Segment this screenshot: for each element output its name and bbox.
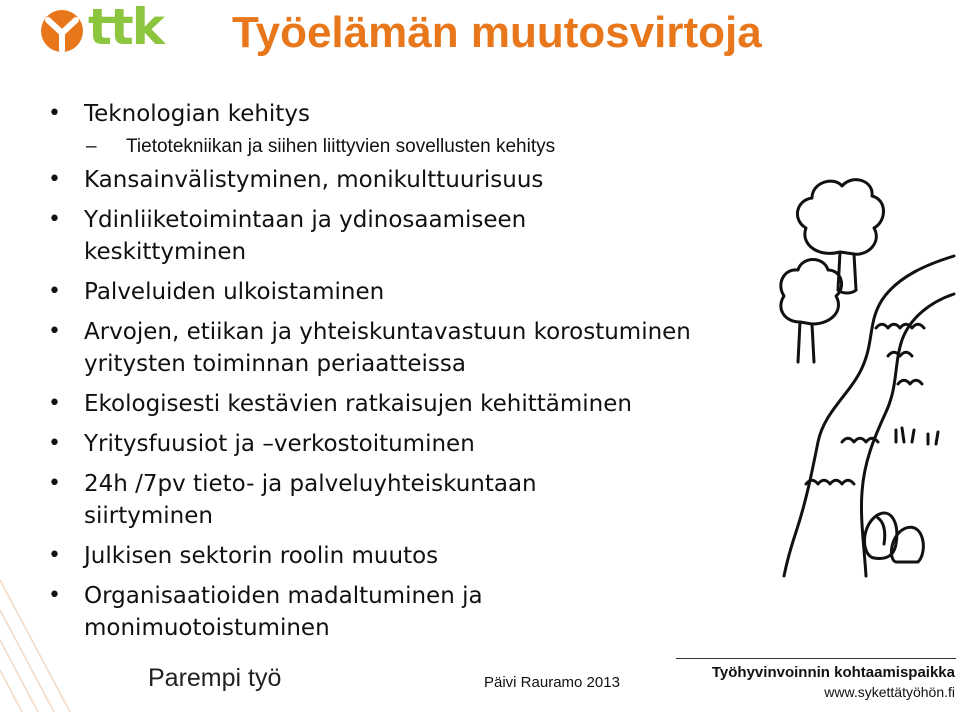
bullet-item: • Ydinliiketoimintaan ja ydinosaamiseen keskittyminen [46,204,606,268]
footer-author: Päivi Rauramo 2013 [484,674,620,691]
footer-brand: Parempi työ [148,664,282,692]
corner-decoration-icon [0,560,90,712]
sub-list [84,134,766,160]
bullet-item: • Arvojen, etiikan ja yhteiskuntavastuun korostuminen yritysten toiminnan periaatteissa [46,316,746,380]
ttk-logo [38,0,178,56]
sub-item: – Tietotekniikan ja siihen liittyvien sovellusten kehitys [84,134,766,160]
page-title: Työelämän muutosvirtoja [232,8,762,57]
bullet-item: • Ekologisesti kestävien ratkaisujen kehittäminen [46,388,766,420]
bullet-item: • Yritysfuusiot ja –verkostoituminen [46,428,766,460]
bullet-item: • Kansainvälistyminen, monikulttuurisuus [46,164,766,196]
bullet-item [46,98,766,160]
ttk-mark-icon [38,6,90,56]
bullet-item: • Organisaatioiden madaltuminen ja monimuotoistuminen [46,580,606,644]
bullet-text: Teknologian kehitys [84,101,310,127]
river-trees-drawing-icon [778,172,956,580]
footer-url-link[interactable]: www.sykettätyöhön.fi [824,684,955,700]
bullet-item: • Palveluiden ulkoistaminen [46,276,766,308]
footer-org: Työhyvinvoinnin kohtaamispaikka [711,664,955,681]
footer-divider [676,658,956,659]
bullet-list [46,98,766,652]
bullet-item: • Julkisen sektorin roolin muutos [46,540,766,572]
logo-text: ttk [88,0,164,56]
bullet-item: • 24h /7pv tieto- ja palveluyhteiskuntaan siirtyminen [46,468,666,532]
